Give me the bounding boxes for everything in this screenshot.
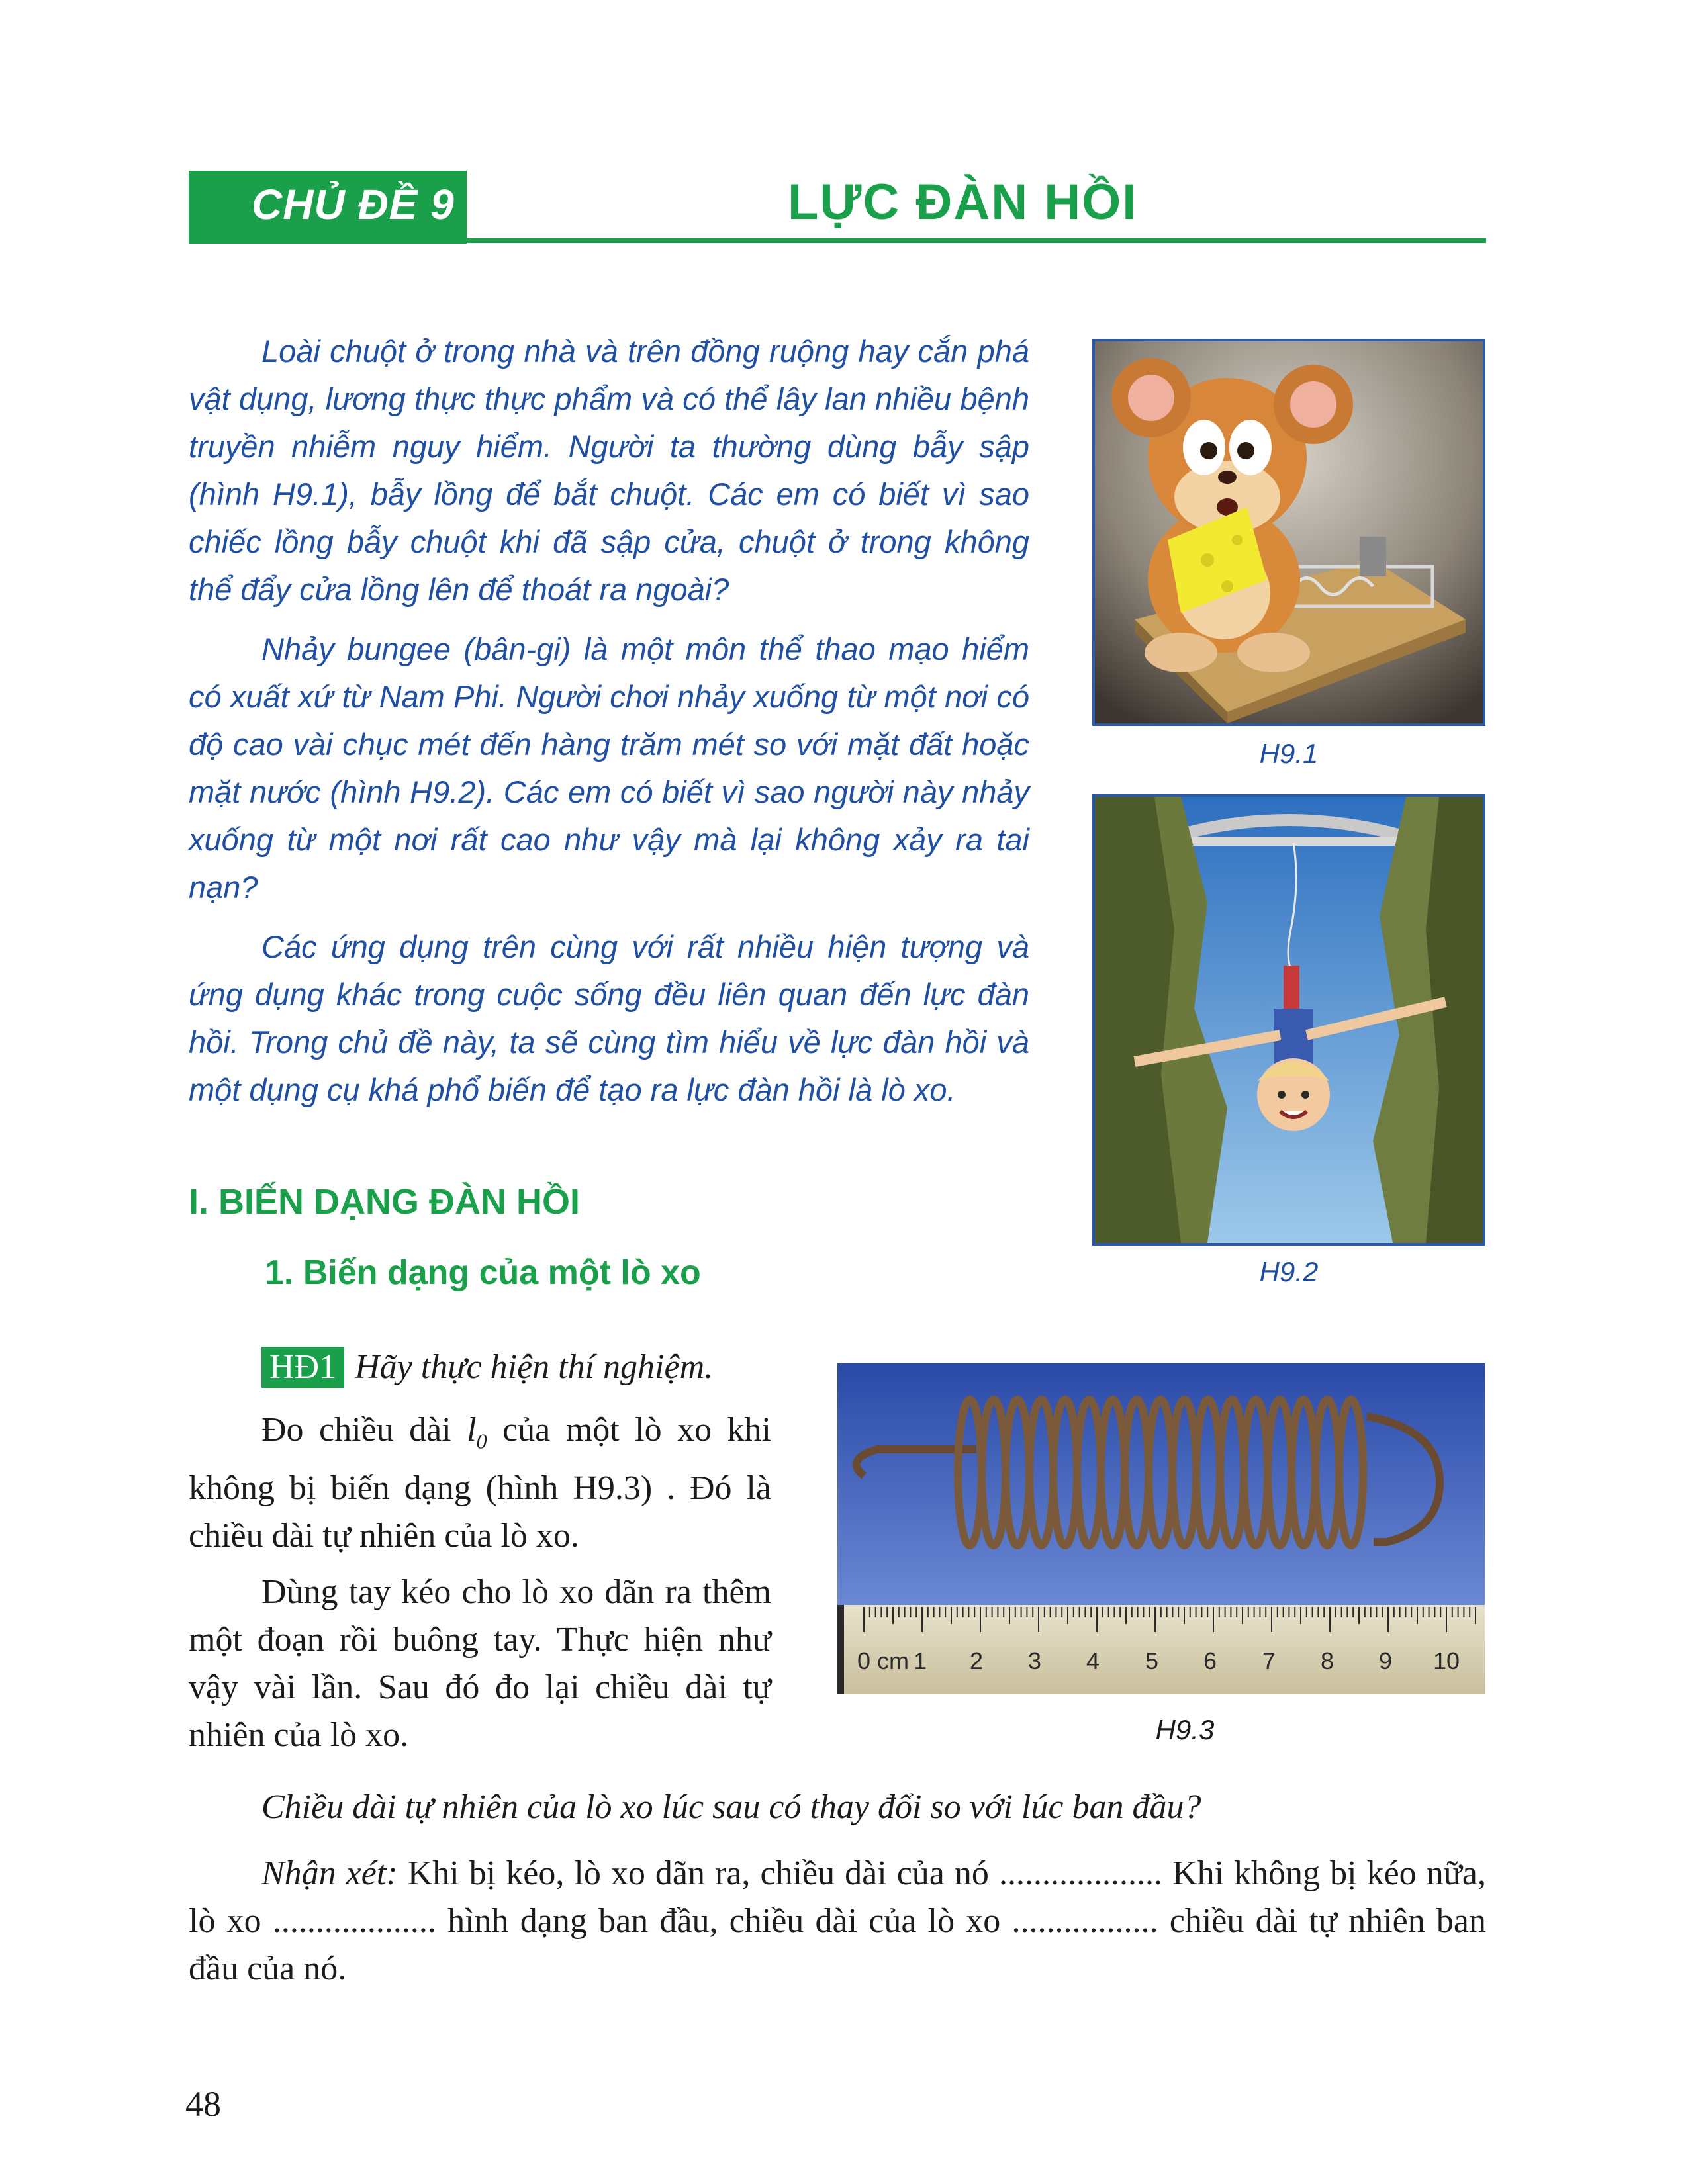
ruler-label-6: 6 [1203,1647,1217,1674]
page-number: 48 [185,2084,221,2124]
remark-text: Khi bị kéo, lò xo dãn ra, chiều dài của nó ................... Khi không bị kéo nữa, lò xo ................... hình dạng ban đầu, chiều dài của lò xo ................. chiều dài tự nhiên ban đầu của nó. [189,1854,1486,1987]
intro-paragraph-2: Nhảy bungee (bân-gi) là một môn thể thao mạo hiểm có xuất xứ từ Nam Phi. Người chơi nhảy xuống từ một nơi có độ cao vài chục mét đến hàng trăm mét so với mặt đất hoặc mặt nước (hình H9.2). Các em có biết vì sao người này nhảy xuống từ một nơi rất cao như vậy mà lại không xảy ra tai nạn? [189,631,1029,905]
ruler-label-9: 9 [1379,1647,1393,1674]
chapter-label: CHỦ ĐỀ 9 [252,181,455,228]
chapter-tag [189,171,467,244]
figure-h9-2-bungee [1092,794,1485,1246]
figure-h9-3-caption: H9.3 [1155,1714,1215,1745]
ruler-label-7: 7 [1262,1647,1276,1674]
ruler-label-10: 10 [1433,1647,1460,1674]
header-rule [189,238,1486,243]
bungee-illustration [1095,797,1483,1243]
remark-label: Nhận xét: [261,1854,398,1892]
mouse-trap-illustration [1095,341,1483,723]
ruler-label-1: 1 [914,1647,927,1674]
figure-h9-1-caption: H9.1 [1259,738,1319,769]
intro-paragraph-1: Loài chuột ở trong nhà và trên đồng ruộng hay cắn phá vật dụng, lương thực thực phẩm và có thể lây lan nhiều bệnh truyền nhiễm nguy hiểm. Người ta thường dùng bẫy sập (hình H9.1), bẫy lồng để bắt chuột. Các em có biết vì sao chiếc lồng bẫy chuột khi đã sập cửa, chuột ở trong không thể đẩy cửa lồng lên để thoát ra ngoài? [189,334,1029,607]
spring-ruler-illustration [837,1363,1485,1694]
section-title: I. BIẾN DẠNG ĐÀN HỒI [189,1182,581,1222]
figure-h9-2-caption: H9.2 [1259,1256,1319,1287]
activity-instruction-line [261,1343,791,1391]
activity-badge: HĐ1 [261,1347,344,1388]
activity-remark [189,1850,1486,1993]
activity-paragraph-2: Dùng tay kéo cho lò xo dãn ra thêm một đoạn rồi buông tay. Thực hiện như vậy vài lần. Sau đó đo lại chiều dài tự nhiên của lò xo. [189,1573,771,1754]
ruler-label-2: 2 [970,1647,984,1674]
ruler-label-3: 3 [1028,1647,1042,1674]
subsection-title: 1. Biến dạng của một lò xo [265,1253,701,1292]
ruler-label-4: 4 [1086,1647,1100,1674]
ruler-label-8: 8 [1321,1647,1335,1674]
figure-h9-3-spring-ruler [837,1363,1485,1694]
activity-question: Chiều dài tự nhiên của lò xo lúc sau có thay đổi so với lúc ban đầu? [261,1788,1201,1826]
activity-paragraph-1: Đo chiều dài $l_0$ của một lò xo khi không bị biến dạng (hình H9.3) . Đó là chiều dài tự nhiên của lò xo. [189,1411,771,1555]
figure-h9-1-mouse-trap [1092,339,1485,726]
ruler-label-5: 5 [1145,1647,1159,1674]
ruler-label-0: 0 cm [857,1647,910,1674]
chapter-title: LỰC ĐÀN HỒI [788,174,1138,230]
intro-paragraph-3: Các ứng dụng trên cùng với rất nhiều hiện tượng và ứng dụng khác trong cuộc sống đều liên quan đến lực đàn hồi. Trong chủ đề này, ta sẽ cùng tìm hiểu về lực đàn hồi và một dụng cụ khá phổ biến để tạo ra lực đàn hồi là lò xo. [189,929,1029,1107]
activity-instruction: Hãy thực hiện thí nghiệm. [355,1348,714,1386]
